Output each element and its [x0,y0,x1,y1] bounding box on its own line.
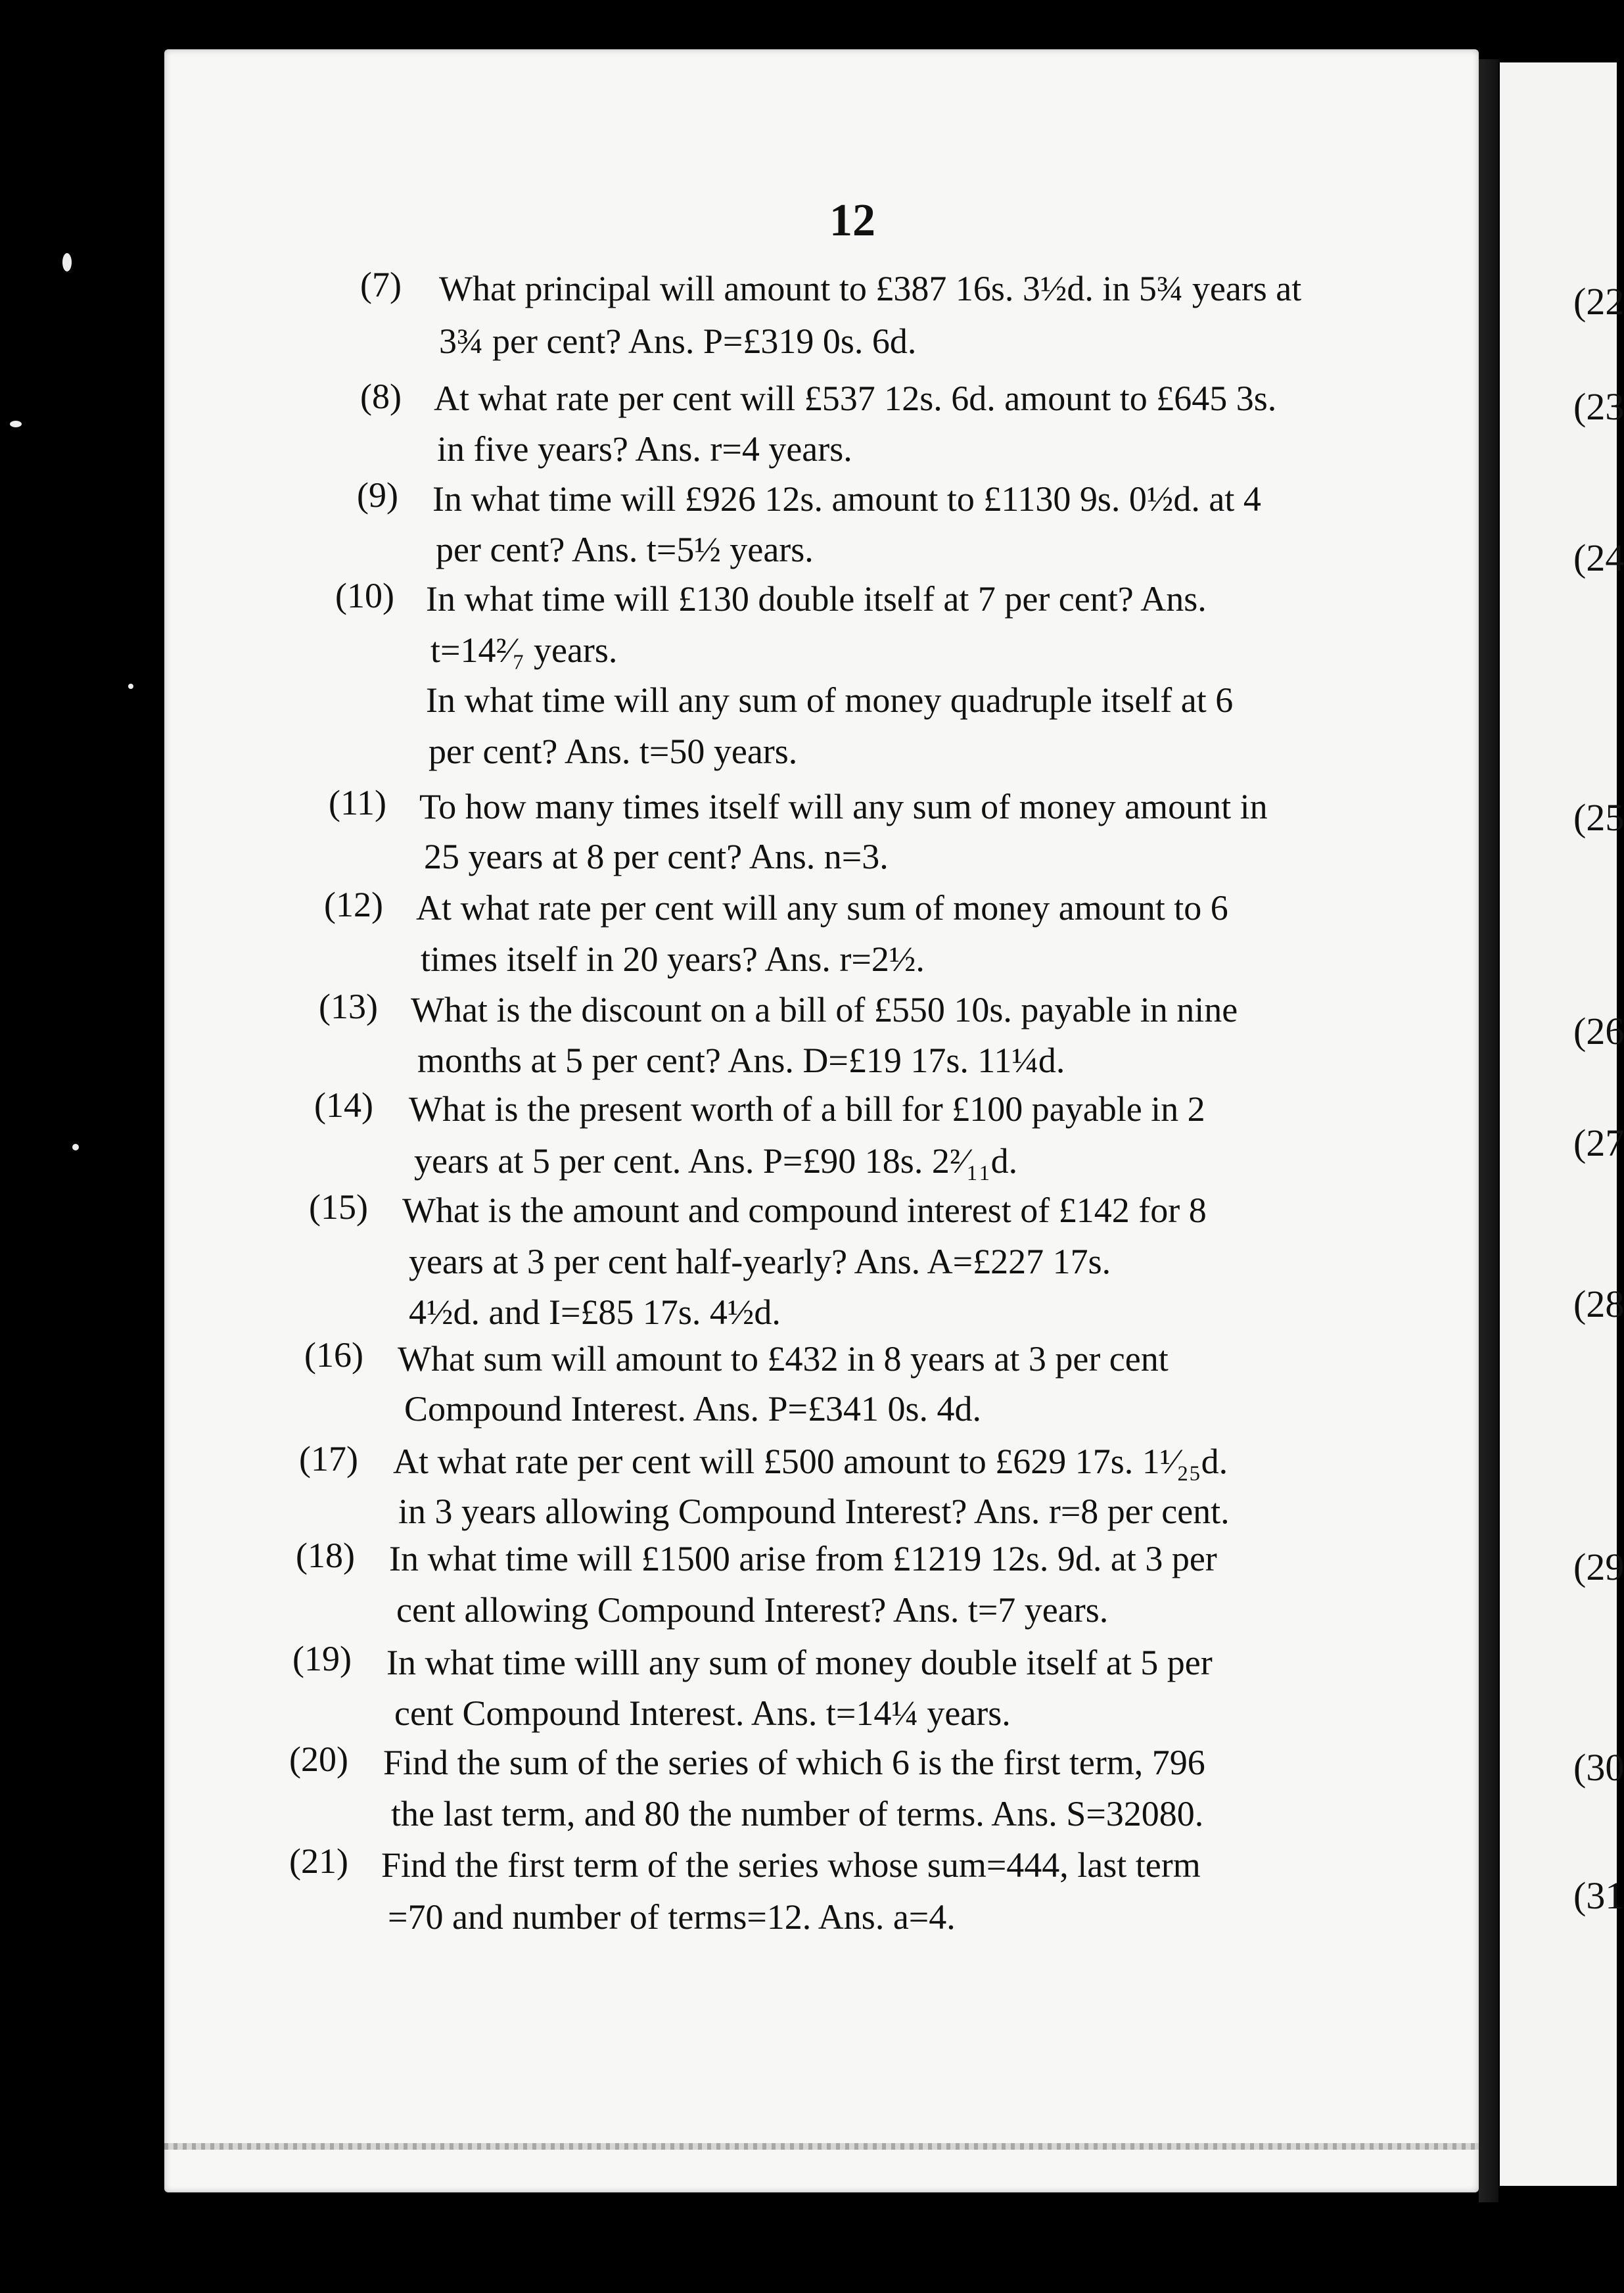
problem-number: (14) [314,1085,373,1125]
problem-text-line: In what time will £130 double itself at 7 per cent? Ans. [426,579,1207,619]
problem-number: (21) [289,1841,348,1881]
problem-number: (11) [329,783,386,822]
book-gutter [1479,59,1498,2202]
scan-speck [72,1144,79,1150]
problem-text-line: in 3 years allowing Compound Interest? Ans. r=8 per cent. [398,1492,1230,1531]
problem-text-line: What sum will amount to £432 in 8 years at 3 per cent [398,1339,1169,1379]
problem-text-line: What principal will amount to £387 16s. 3½d. in 5¾ years at [439,269,1302,308]
page-bottom-edge [164,2143,1479,2150]
problem-number: (10) [335,576,394,615]
next-page-number: (23 [1573,385,1624,428]
next-page-number: (26 [1573,1010,1624,1052]
next-page-number: (28 [1573,1283,1624,1325]
problem-text-line: What is the amount and compound interest of £142 for 8 [402,1191,1207,1230]
problem-text-line: 3¾ per cent? Ans. P=£319 0s. 6d. [439,321,917,361]
problem-text-line: t=14²⁄₇ years. [430,630,618,670]
adjacent-page [1500,62,1624,2186]
problem-text-line: To how many times itself will any sum of money amount in [419,787,1268,826]
problem-text-line: in five years? Ans. r=4 years. [437,429,852,469]
problem-text-line: years at 3 per cent half-yearly? Ans. A=£227 17s. [409,1242,1111,1281]
problem-number: (20) [289,1739,348,1779]
next-page-number: (31 [1573,1874,1624,1917]
page-number: 12 [829,195,875,246]
next-page-number: (30 [1573,1746,1624,1789]
problem-number: (9) [357,475,398,515]
problem-text-line: times itself in 20 years? Ans. r=2½. [421,939,925,979]
problem-text-line: 25 years at 8 per cent? Ans. n=3. [424,837,889,876]
next-page-number: (24 [1573,536,1624,579]
problem-text-line: Find the first term of the series whose sum=444, last term [381,1845,1201,1885]
problem-text-line: In what time will £926 12s. amount to £1130 9s. 0½d. at 4 [432,479,1261,519]
problem-text-line: Find the sum of the series of which 6 is the first term, 796 [383,1743,1205,1782]
next-page-number: (27 [1573,1122,1624,1164]
problem-text-line: Compound Interest. Ans. P=£341 0s. 4d. [404,1389,981,1429]
problem-text-line: At what rate per cent will £500 amount to £629 17s. 1¹⁄₂₅d. [393,1442,1228,1481]
next-page-number: (25 [1573,796,1624,839]
problem-number: (7) [360,265,402,304]
next-page-number: (22 [1573,280,1624,323]
problem-text-line: years at 5 per cent. Ans. P=£90 18s. 2²⁄₁₁d. [414,1141,1018,1181]
problem-number: (17) [299,1439,358,1478]
problem-number: (13) [319,987,378,1026]
scan-speck [128,684,133,689]
problem-text-line: At what rate per cent will any sum of money amount to 6 [416,888,1228,928]
problem-text-line: In what time willl any sum of money double itself at 5 per [386,1643,1213,1682]
problem-text-line: In what time will £1500 arise from £1219 12s. 9d. at 3 per [389,1539,1217,1578]
problem-text-line: cent Compound Interest. Ans. t=14¼ years. [394,1693,1011,1733]
problem-text-line: per cent? Ans. t=50 years. [429,732,798,771]
problem-text-line: What is the present worth of a bill for £100 payable in 2 [409,1089,1205,1129]
problem-number: (12) [324,885,383,924]
problem-number: (16) [304,1335,363,1375]
problem-text-line: What is the discount on a bill of £550 10s. payable in nine [411,990,1238,1029]
problem-number: (15) [309,1187,368,1227]
problem-number: (19) [292,1639,352,1678]
problem-text-line: months at 5 per cent? Ans. D=£19 17s. 11¼d. [417,1041,1065,1080]
problem-text-line: In what time will any sum of money quadruple itself at 6 [426,680,1234,720]
problem-text-line: the last term, and 80 the number of terms. Ans. S=32080. [391,1794,1204,1833]
next-page-number: (29 [1573,1546,1624,1588]
scan-speck [10,421,22,427]
problem-text-line: per cent? Ans. t=5½ years. [436,530,814,569]
problem-number: (8) [360,377,402,416]
problem-text-line: 4½d. and I=£85 17s. 4½d. [409,1292,781,1332]
problem-text-line: =70 and number of terms=12. Ans. a=4. [388,1897,956,1937]
scan-speck [62,253,72,272]
problem-text-line: cent allowing Compound Interest? Ans. t=7 years. [396,1590,1109,1630]
problem-text-line: At what rate per cent will £537 12s. 6d. amount to £645 3s. [434,379,1277,418]
problem-number: (18) [296,1536,355,1575]
